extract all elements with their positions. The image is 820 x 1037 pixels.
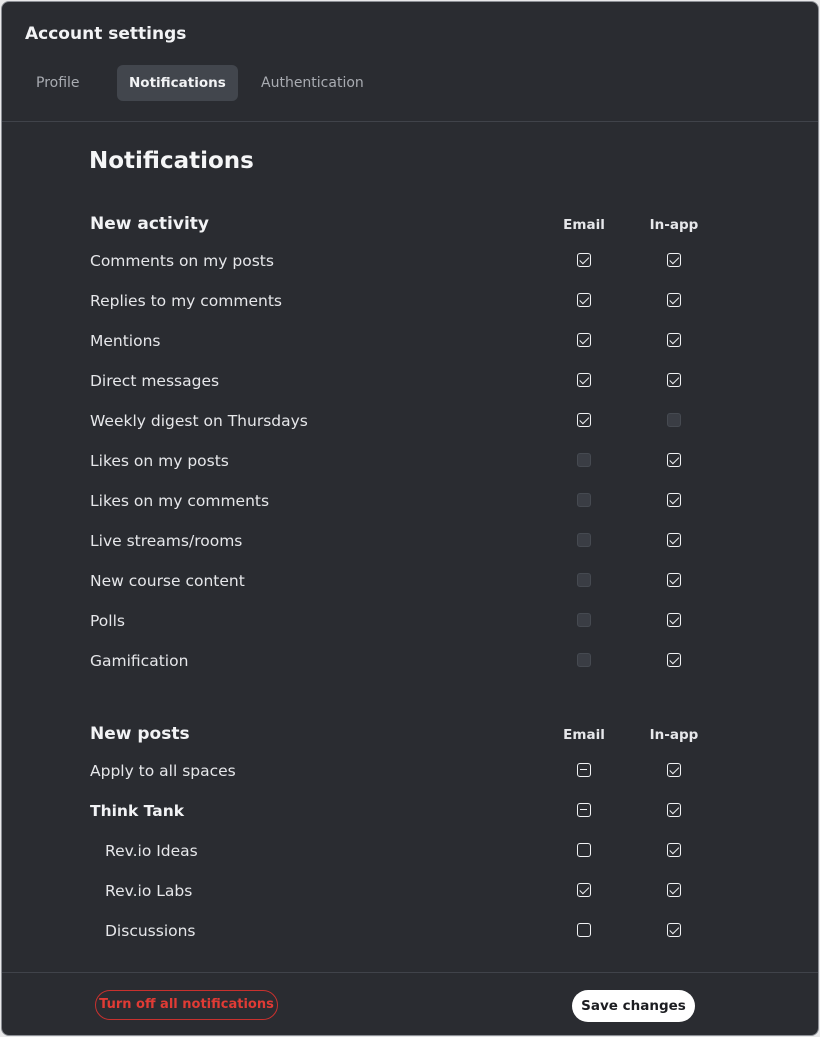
space-group-label: Think Tank — [90, 802, 185, 820]
setting-row-mentions — [90, 329, 710, 353]
email-checkbox[interactable] — [577, 333, 591, 347]
space-label: Discussions — [105, 922, 196, 940]
setting-label: Apply to all spaces — [90, 762, 236, 780]
account-settings-window — [1, 1, 819, 1036]
setting-row-weekly-digest — [90, 409, 710, 433]
setting-row-all-spaces — [90, 759, 710, 783]
email-checkbox[interactable] — [577, 653, 591, 667]
tab-profile[interactable]: Profile — [36, 75, 80, 91]
page-heading: Account settings — [25, 24, 187, 44]
email-checkbox[interactable] — [577, 253, 591, 267]
space-label: Rev.io Ideas — [105, 842, 198, 860]
email-checkbox[interactable] — [577, 493, 591, 507]
notifications-title: Notifications — [89, 148, 254, 174]
inapp-checkbox[interactable] — [667, 333, 681, 347]
email-column-header: Email — [563, 727, 605, 743]
email-checkbox[interactable] — [577, 843, 591, 857]
setting-row-likes-posts — [90, 449, 710, 473]
inapp-checkbox[interactable] — [667, 883, 681, 897]
save-changes-button[interactable]: Save changes — [572, 990, 695, 1022]
tab-authentication[interactable]: Authentication — [261, 75, 364, 91]
email-checkbox[interactable] — [577, 453, 591, 467]
email-checkbox[interactable] — [577, 373, 591, 387]
setting-row-gamification — [90, 649, 710, 673]
setting-label: New course content — [90, 572, 245, 590]
setting-label: Weekly digest on Thursdays — [90, 412, 308, 430]
setting-row-live-streams — [90, 529, 710, 553]
inapp-checkbox[interactable] — [667, 923, 681, 937]
setting-label: Polls — [90, 612, 125, 630]
section-title: New activity — [90, 214, 209, 234]
setting-label: Likes on my posts — [90, 452, 229, 470]
inapp-checkbox[interactable] — [667, 373, 681, 387]
new-posts-header — [90, 724, 710, 748]
space-label: Rev.io Labs — [105, 882, 193, 900]
email-checkbox[interactable] — [577, 293, 591, 307]
setting-row-course-content — [90, 569, 710, 593]
new-activity-header — [90, 214, 710, 238]
email-checkbox[interactable] — [577, 803, 591, 817]
email-checkbox[interactable] — [577, 413, 591, 427]
email-checkbox[interactable] — [577, 533, 591, 547]
inapp-checkbox[interactable] — [667, 803, 681, 817]
setting-row-polls — [90, 609, 710, 633]
setting-row-revio-ideas — [90, 839, 710, 863]
settings-header — [2, 2, 818, 122]
setting-row-think-tank — [90, 799, 710, 823]
section-title: New posts — [90, 724, 190, 744]
setting-row-revio-labs — [90, 879, 710, 903]
settings-footer — [2, 972, 818, 1036]
email-checkbox[interactable] — [577, 613, 591, 627]
inapp-checkbox[interactable] — [667, 843, 681, 857]
email-checkbox[interactable] — [577, 573, 591, 587]
setting-label: Gamification — [90, 652, 189, 670]
setting-label: Live streams/rooms — [90, 532, 243, 550]
inapp-checkbox[interactable] — [667, 453, 681, 467]
setting-row-comments — [90, 249, 710, 273]
inapp-checkbox[interactable] — [667, 493, 681, 507]
email-checkbox[interactable] — [577, 763, 591, 777]
setting-label: Mentions — [90, 332, 161, 350]
turn-off-all-notifications-button[interactable]: Turn off all notifications — [95, 990, 278, 1020]
inapp-column-header: In-app — [649, 217, 699, 233]
email-checkbox[interactable] — [577, 883, 591, 897]
inapp-checkbox[interactable] — [667, 253, 681, 267]
setting-row-discussions — [90, 919, 710, 943]
inapp-checkbox[interactable] — [667, 413, 681, 427]
inapp-checkbox[interactable] — [667, 573, 681, 587]
setting-label: Likes on my comments — [90, 492, 270, 510]
setting-label: Direct messages — [90, 372, 220, 390]
inapp-checkbox[interactable] — [667, 293, 681, 307]
email-checkbox[interactable] — [577, 923, 591, 937]
inapp-checkbox[interactable] — [667, 653, 681, 667]
email-column-header: Email — [563, 217, 605, 233]
tab-notifications[interactable]: Notifications — [117, 65, 238, 101]
setting-row-likes-comments — [90, 489, 710, 513]
setting-row-replies — [90, 289, 710, 313]
inapp-checkbox[interactable] — [667, 763, 681, 777]
inapp-column-header: In-app — [649, 727, 699, 743]
setting-label: Comments on my posts — [90, 252, 274, 270]
inapp-checkbox[interactable] — [667, 613, 681, 627]
setting-row-direct-messages — [90, 369, 710, 393]
setting-label: Replies to my comments — [90, 292, 283, 310]
inapp-checkbox[interactable] — [667, 533, 681, 547]
